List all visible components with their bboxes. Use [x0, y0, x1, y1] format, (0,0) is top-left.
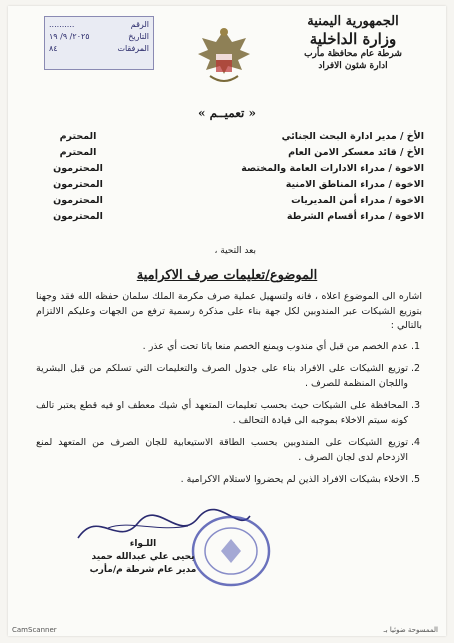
recipients-list — [48, 128, 424, 224]
ref-date-value: ٢٠٢٥/ ٩/ ١٩ — [49, 32, 90, 41]
greeting: بعد التحية ، — [214, 246, 256, 256]
recipient-row — [48, 208, 424, 224]
recipient-row — [48, 176, 424, 192]
recipient-to: الاخوة / مدراء المناطق الامنية — [285, 178, 424, 190]
recipient-row — [48, 128, 424, 144]
scanner-caption: الممسوحة ضوئيا بـ — [383, 626, 438, 634]
subject-line: الموضوع/تعليمات صرف الاكرامية — [136, 268, 318, 283]
department-name: ادارة شئون الافراد — [318, 61, 388, 71]
republic-name: الجمهورية اليمنية — [307, 14, 399, 29]
letterhead — [278, 14, 428, 72]
recipient-to: الأخ / مدير ادارة البحث الجنائي — [281, 130, 424, 142]
recipient-honorific: المحترم — [59, 130, 97, 142]
eagle-emblem-icon — [194, 24, 254, 94]
scanner-watermark: CamScanner — [12, 626, 57, 634]
letter-body — [36, 290, 422, 496]
recipient-to: الاخوة / مدراء الادارات العامة والمختصة — [241, 162, 424, 174]
instruction-item: 2. توزيع الشيكات على الافراد بناء على جدول الصرف والتعليمات التي تسلكم من قبل البشرية واللجان المنظمة للصرف . — [36, 362, 408, 391]
signatory-title: مدير عام شرطة م/مأرب — [89, 565, 197, 575]
signatory-name: يحيى علي عبدالله حميد — [91, 552, 195, 562]
intro-paragraph: اشاره الى الموضوع اعلاه ، فانه ولتسهيل عملية صرف مكرمة الملك سلمان حفظه الله فقد وجهنا بتوزيع الشيكات عبر المندوبين لكل جهة بناء على مذكرة رسمية ترفع من الجهات وعليكم الالتزام بالتالي : — [36, 291, 422, 331]
instruction-item: 5. الاخلاء بشيكات الافراد الذين لم يحضروا لاستلام الاكرامية . — [36, 473, 408, 488]
instruction-item: 1. عدم الخصم من قبل أي مندوب ويمنع الخصم منعا باتا تحت أي عذر . — [36, 340, 408, 355]
ref-attach-value: ٨٤ — [49, 44, 58, 53]
instruction-item: 3. المحافظة على الشيكات حيث بحسب تعليمات المتعهد أي شيك معطف او فيه قطع يعتبر تالف كونه سيتم الاخلاء بموجبه الى قيادة التحالف . — [36, 399, 408, 428]
ref-number-label: الرقم — [130, 20, 149, 29]
recipient-row — [48, 160, 424, 176]
circular-title: « تعميــم » — [197, 106, 257, 120]
recipient-honorific: المحترمون — [53, 194, 103, 206]
signature-block — [68, 538, 218, 577]
recipient-honorific: المحترمون — [53, 162, 103, 174]
recipient-honorific: المحترمون — [53, 210, 103, 222]
reference-stamp: الرقم .......... التاريخ ٢٠٢٥/ ٩/ ١٩ المرفقات ٨٤ — [44, 16, 154, 70]
recipient-honorific: المحترم — [59, 146, 97, 158]
instruction-item: 4. توزيع الشيكات على المندوبين بحسب الطاقة الاستيعابية للجان الصرف من المتعهد لمنع الازدحام لدى لجان الصرف . — [36, 436, 408, 465]
recipient-to: الاخوة / مدراء أمن المديريات — [291, 194, 424, 206]
instructions-list — [36, 340, 422, 488]
ref-date-label: التاريخ — [128, 32, 149, 41]
recipient-row — [48, 144, 424, 160]
recipient-to: الأخ / قائد معسكر الامن العام — [288, 146, 424, 158]
document-page — [8, 6, 446, 636]
police-name: شرطة عام محافظة مأرب — [304, 49, 402, 59]
ref-attach-label: المرفقات — [117, 44, 149, 53]
recipient-row — [48, 192, 424, 208]
ministry-name: وزارة الداخلية — [309, 30, 397, 48]
recipient-to: الاخوة / مدراء أقسام الشرطة — [286, 210, 424, 222]
signatory-rank: اللـواء — [129, 539, 157, 549]
recipient-honorific: المحترمون — [53, 178, 103, 190]
